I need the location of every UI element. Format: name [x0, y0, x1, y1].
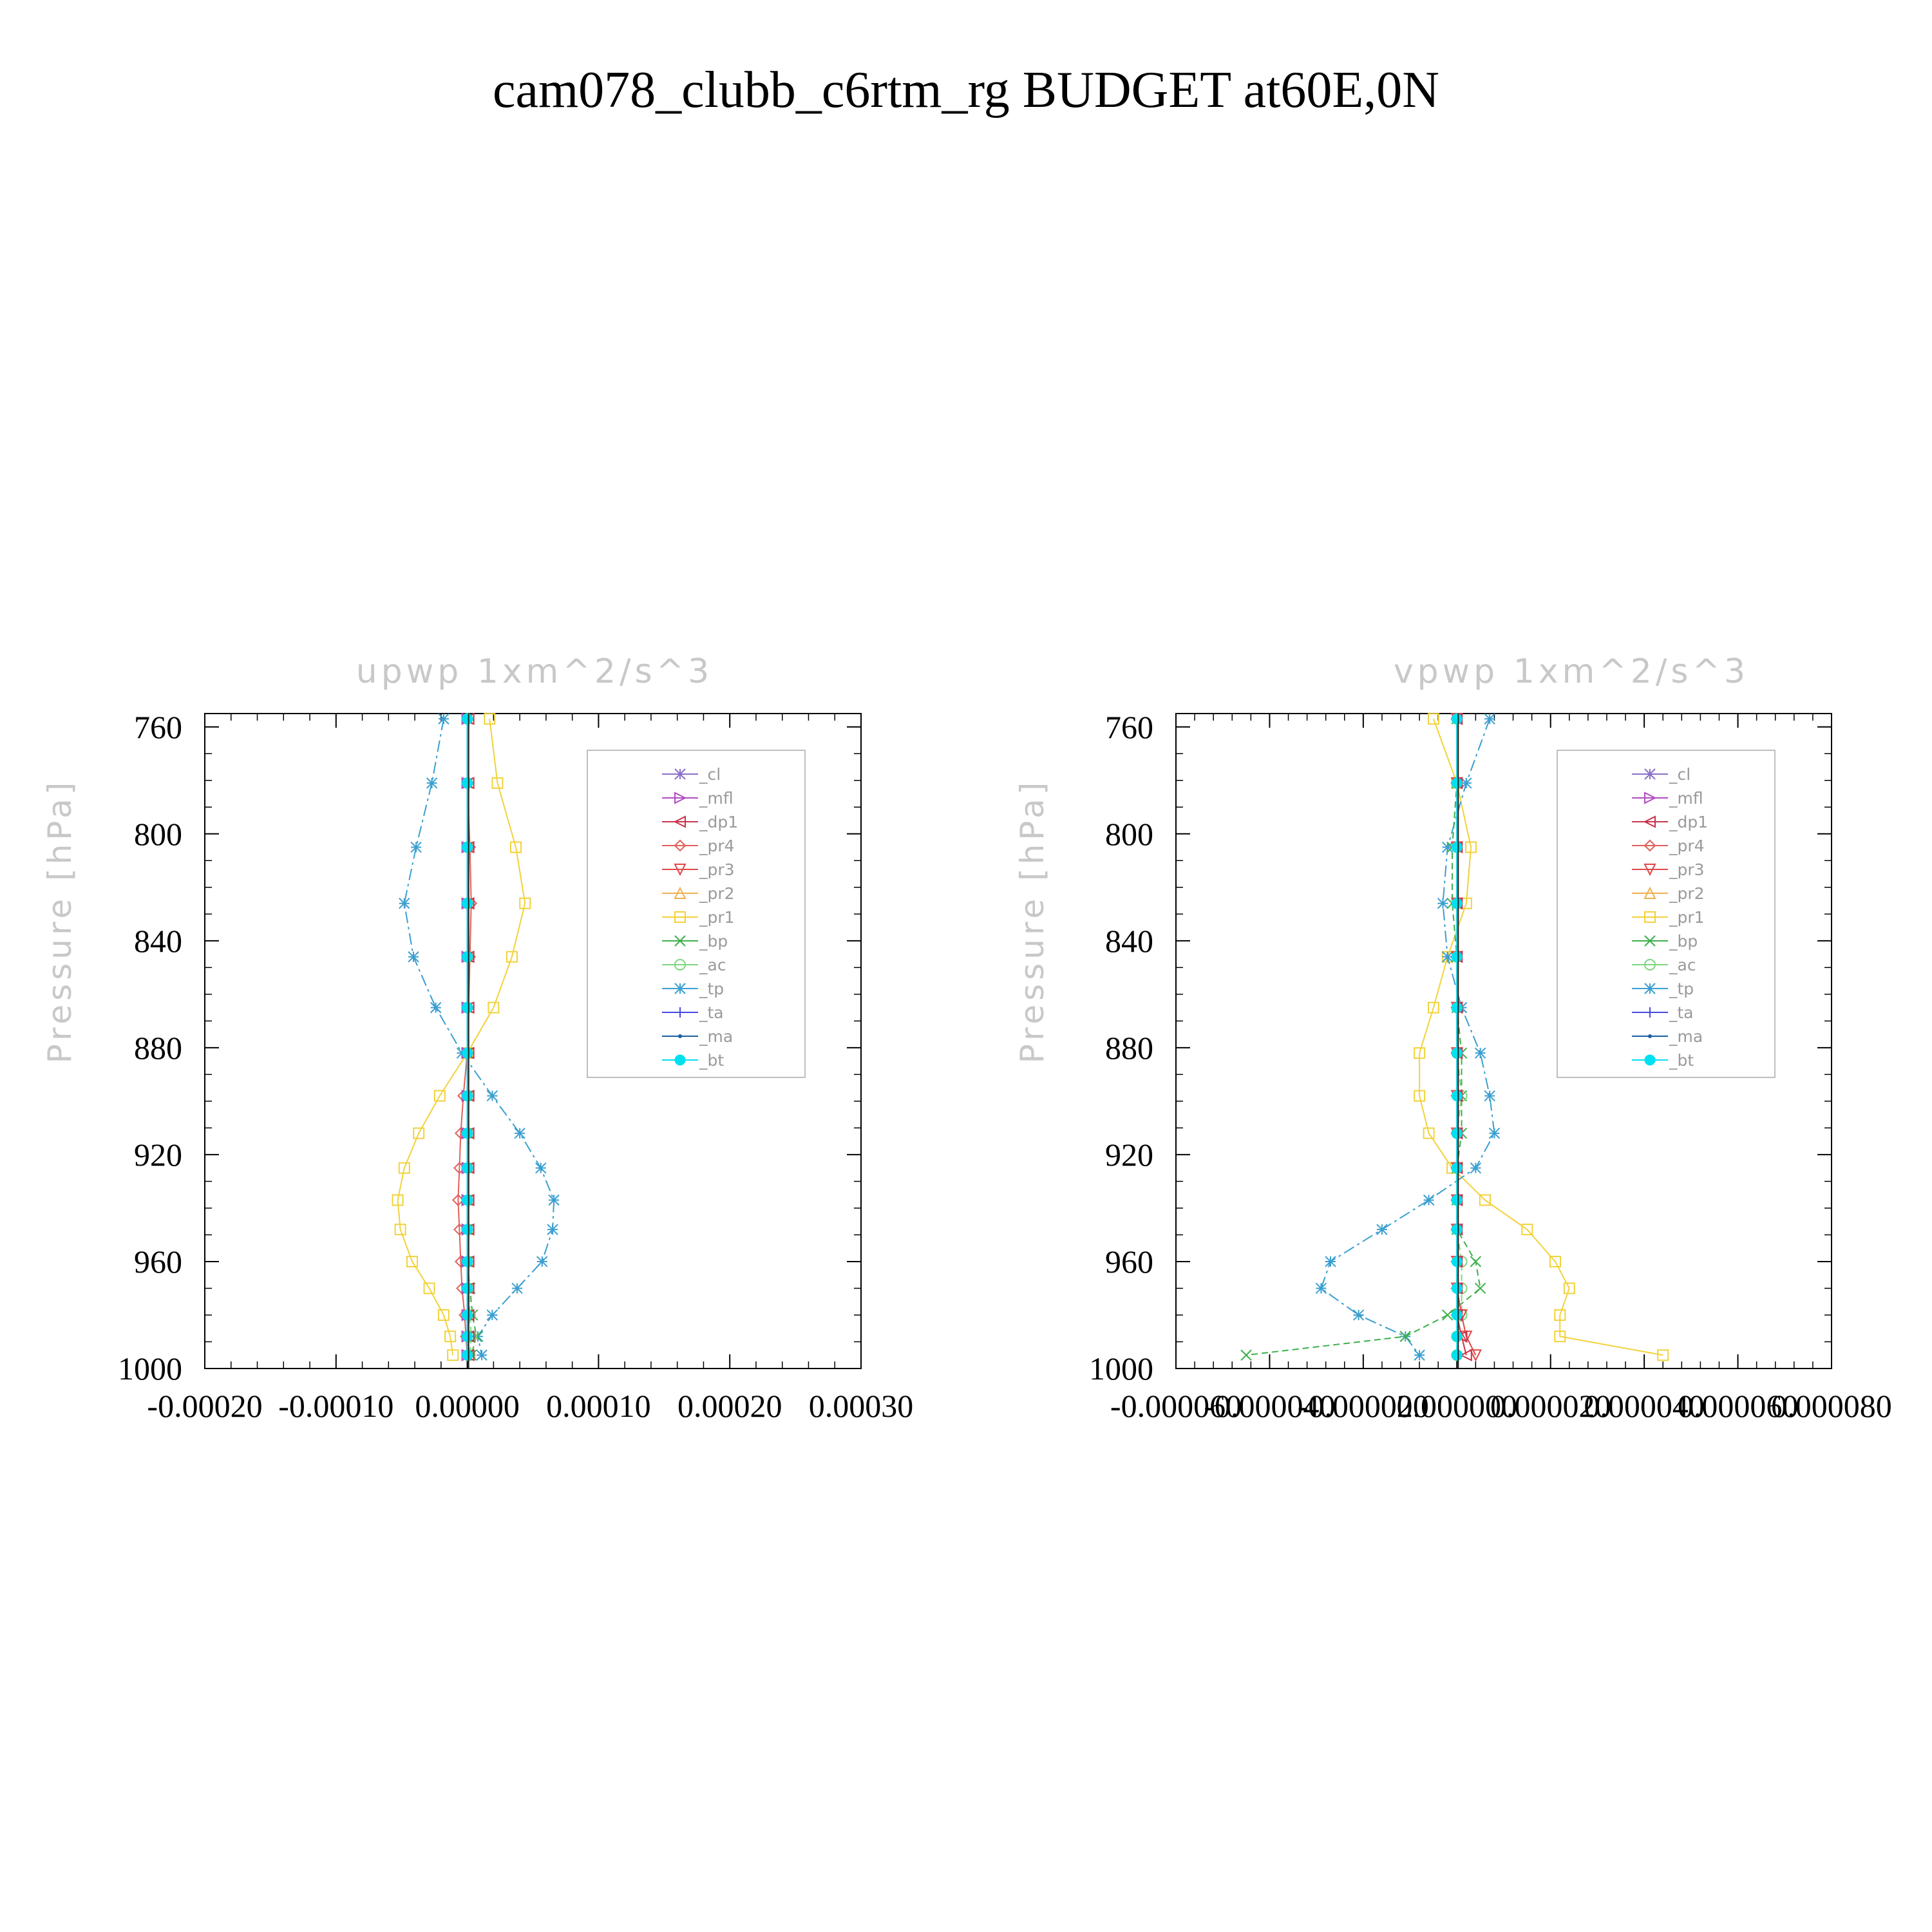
left-y-tick-label: 960 [134, 1243, 182, 1280]
left-series-point_bt-shape [462, 952, 473, 962]
left-series-point_bt [462, 842, 473, 853]
right-legend-label: _pr1 [1669, 908, 1705, 927]
left-series-point_bt-shape [462, 1256, 473, 1267]
right-series-point_tp [1475, 1048, 1486, 1058]
right-x-tick-label: 0.000000 [1396, 1388, 1518, 1424]
left-series-point_tp [512, 1283, 522, 1293]
left-series-point_bt [462, 1128, 473, 1139]
right-series-point_tp [1437, 898, 1448, 909]
left-series-point_bt-shape [462, 1283, 473, 1293]
right-legend-swatch-marker-shape [1645, 1055, 1655, 1065]
right-legend-label: _ac [1669, 956, 1696, 974]
left-series-point_bt [462, 1310, 473, 1320]
right-y-tick-label: 840 [1105, 922, 1153, 959]
left-y-tick-label: 840 [134, 922, 182, 959]
left-series-point_bt [462, 714, 473, 724]
right-series-point_tp [1484, 1091, 1495, 1101]
left-legend-swatch-marker [678, 1034, 682, 1038]
right-legend-swatch-marker [1645, 983, 1655, 994]
right-series-line_tp [1321, 719, 1494, 1355]
left-series-point_bt [462, 778, 473, 788]
left-series-point_bt [462, 1091, 473, 1101]
right-x-tick-label: -0.000040 [1204, 1388, 1336, 1424]
right-y-tick-label: 920 [1105, 1136, 1153, 1173]
right-series-point_tp [1470, 1163, 1481, 1173]
right-series-line_bp [1246, 719, 1481, 1355]
left-series-point_bt-shape [462, 1350, 473, 1360]
left-legend-label: _dp1 [699, 813, 739, 831]
left-series-point_bt [462, 1163, 473, 1173]
left-series-point_tp [549, 1195, 559, 1205]
right-series-point_bt-shape [1452, 842, 1462, 853]
left-x-tick-label: 0.00010 [546, 1388, 651, 1424]
right-series-point_tp [1377, 1224, 1387, 1235]
left-series-point_bt-shape [462, 1195, 473, 1205]
left-legend [587, 750, 805, 1077]
right-series-point_bt-shape [1452, 1048, 1462, 1058]
right-y-tick-label: 1000 [1089, 1350, 1153, 1387]
left-series-point_tp [537, 1256, 547, 1267]
left-series-point_tp [487, 1310, 497, 1320]
right-legend-swatch-marker [1648, 1034, 1652, 1038]
left-legend-label: _pr2 [699, 884, 735, 903]
right-legend-label: _cl [1669, 765, 1691, 784]
left-y-tick-label: 1000 [118, 1350, 182, 1387]
right-series-point_bt [1452, 1224, 1462, 1235]
left-legend-swatch-marker-shape [678, 1034, 682, 1038]
right-series-point_bt-shape [1452, 1195, 1462, 1205]
left-legend-label: _pr1 [699, 908, 735, 927]
right-series-point_bt-shape [1452, 952, 1462, 962]
right-series-point_bt-shape [1452, 1283, 1462, 1293]
right-series-point_bt-shape [1452, 1224, 1462, 1235]
left-series-point_bt-shape [462, 1310, 473, 1320]
figure-title: cam078_clubb_c6rtm_rg BUDGET at60E,0N [492, 62, 1440, 118]
right-legend-swatch-marker [1645, 769, 1655, 779]
right-series-point_bt [1452, 1331, 1462, 1341]
right-x-tick-label: -0.000060 [1110, 1388, 1242, 1424]
right-panel [1014, 652, 1892, 1424]
right-x-tick-label: 0.000040 [1584, 1388, 1705, 1424]
left-series-point_bt-shape [462, 714, 473, 724]
right-series-point_bt-shape [1452, 778, 1462, 788]
left-series-point_bt-shape [462, 1091, 473, 1101]
right-series-point_tp [1414, 1350, 1425, 1360]
left-legend-swatch-marker-shape [675, 1055, 685, 1065]
left-series-point_bt [462, 1048, 473, 1058]
right-x-tick-label: -0.000020 [1297, 1388, 1429, 1424]
left-series-point_bt [462, 1256, 473, 1267]
left-x-tick-label: 0.00030 [808, 1388, 914, 1424]
left-legend-swatch-marker [675, 769, 685, 779]
left-series-point_bt [462, 898, 473, 909]
right-series-point_bt [1452, 1256, 1462, 1267]
right-series-point_bt [1452, 1091, 1462, 1101]
left-series-point_bt [462, 1331, 473, 1341]
right-legend-label: _ta [1669, 1003, 1694, 1022]
right-series-point_tp [1316, 1283, 1326, 1293]
right-legend-label: _tp [1669, 980, 1694, 998]
left-series-point_bt-shape [462, 898, 473, 909]
right-legend-label: _ma [1669, 1027, 1703, 1046]
right-series-point_bt [1452, 842, 1462, 853]
left-series-point_tp [487, 1091, 497, 1101]
left-series-point_tp [547, 1224, 558, 1235]
right-series-point_bt [1452, 1310, 1462, 1320]
left-series-point_tp [515, 1128, 525, 1139]
left-panel [41, 652, 913, 1424]
right-y-tick-label: 960 [1105, 1243, 1153, 1280]
right-series-point_bt [1452, 778, 1462, 788]
left-x-tick-label: -0.00010 [278, 1388, 394, 1424]
right-y-tick-label: 760 [1105, 708, 1153, 745]
right-x-tick-label: 0.000020 [1490, 1388, 1611, 1424]
right-series-point_bt-shape [1452, 1256, 1462, 1267]
right-series-point_tp [1484, 714, 1495, 724]
right-series-point_bt-shape [1452, 1091, 1462, 1101]
left-series-point_bt [462, 1224, 473, 1235]
right-legend [1557, 750, 1775, 1077]
right-legend-label: _pr2 [1669, 884, 1705, 903]
right-legend-label: _bt [1669, 1051, 1694, 1070]
right-series-point_bt-shape [1452, 1003, 1462, 1013]
right-y-tick-label: 800 [1105, 815, 1153, 852]
left-legend-label: _bp [699, 932, 728, 951]
right-series-point_bt-shape [1452, 1128, 1462, 1139]
left-series-point_bt-shape [462, 1331, 473, 1341]
left-legend-label: _tp [699, 980, 724, 998]
right-series-point_bt [1452, 1003, 1462, 1013]
left-x-tick-label: 0.00000 [415, 1388, 520, 1424]
left-x-tick-label: 0.00020 [677, 1388, 782, 1424]
left-series-point_bt-shape [462, 1163, 473, 1173]
right-series-point_bt [1452, 1163, 1462, 1173]
right-series-point_bt [1452, 714, 1462, 724]
left-series-line_tp [404, 719, 554, 1355]
left-series-point_tp [408, 952, 419, 962]
right-series-point_bt [1452, 1128, 1462, 1139]
right-legend-label: _pr3 [1669, 860, 1705, 879]
right-series-point_bt [1452, 898, 1462, 909]
left-series-group [393, 714, 560, 1360]
right-legend-swatch-marker-shape [1648, 1034, 1652, 1038]
left-series-point_bt [462, 1195, 473, 1205]
right-legend-label: _pr4 [1669, 837, 1705, 855]
left-x-tick-label: -0.00020 [147, 1388, 263, 1424]
right-series-point_bt [1452, 1195, 1462, 1205]
left-panel-title: upwp 1xm^2/s^3 [355, 652, 714, 691]
left-legend-label: _cl [699, 765, 721, 784]
left-series-point_bt-shape [462, 1048, 473, 1058]
left-y-tick-label: 760 [134, 708, 182, 745]
left-legend-box [587, 750, 805, 1077]
right-series-point_bt-shape [1452, 898, 1462, 909]
left-series-point_tp [477, 1350, 487, 1360]
left-series-point_bt-shape [462, 778, 473, 788]
right-series-point_tp [1325, 1256, 1336, 1267]
left-y-tick-label: 800 [134, 815, 182, 852]
left-y-tick-label: 920 [134, 1136, 182, 1173]
left-series-point_tp [439, 714, 449, 724]
left-legend-label: _mfl [699, 789, 734, 808]
left-y-tick-label: 880 [134, 1029, 182, 1066]
left-series-point_tp [399, 898, 410, 909]
left-legend-swatch-marker [675, 1055, 685, 1065]
left-series-point_bt [462, 1283, 473, 1293]
right-legend-label: _bp [1669, 932, 1698, 951]
right-y-tick-label: 880 [1105, 1029, 1153, 1066]
left-series-point_bt [462, 952, 473, 962]
left-y-axis-title: Pressure [hPa] [41, 778, 79, 1064]
left-series-point_bt [462, 1003, 473, 1013]
left-series-point_bt-shape [462, 1224, 473, 1235]
right-series-point_bt [1452, 952, 1462, 962]
right-series-point_tp [1354, 1310, 1364, 1320]
right-series-point_bt-shape [1452, 1163, 1462, 1173]
left-series-point_bt-shape [462, 1003, 473, 1013]
left-legend-label: _pr4 [699, 837, 735, 855]
right-series-point_bt [1452, 1350, 1462, 1360]
left-series-point_tp [427, 778, 437, 788]
right-series-point_bt-shape [1452, 1331, 1462, 1341]
right-y-axis-title: Pressure [hPa] [1014, 778, 1051, 1064]
right-series-point_bt-shape [1452, 1350, 1462, 1360]
right-series-point_tp [1424, 1195, 1434, 1205]
right-series-point_bt-shape [1452, 1310, 1462, 1320]
right-x-tick-label: 0.000080 [1771, 1388, 1892, 1424]
right-legend-swatch-marker [1645, 1055, 1655, 1065]
right-series-point_tp [1489, 1128, 1499, 1139]
right-series-point_bt [1452, 1283, 1462, 1293]
right-legend-label: _dp1 [1669, 813, 1709, 831]
right-panel-title: vpwp 1xm^2/s^3 [1393, 652, 1750, 691]
right-legend-label: _mfl [1669, 789, 1703, 808]
left-legend-swatch-marker [675, 983, 685, 994]
left-series-point_tp [431, 1003, 441, 1013]
right-series-point_bt-shape [1452, 714, 1462, 724]
right-series-point_bp [1241, 1350, 1251, 1360]
left-legend-label: _ac [699, 956, 726, 974]
left-series-point_tp [411, 842, 421, 853]
left-legend-label: _ta [699, 1003, 724, 1022]
right-x-tick-label: 0.000060 [1677, 1388, 1799, 1424]
left-series-point_bt-shape [462, 842, 473, 853]
left-legend-label: _ma [699, 1027, 734, 1046]
left-legend-label: _bt [699, 1051, 724, 1070]
left-legend-label: _pr3 [699, 860, 735, 879]
left-series-point_bt [462, 1350, 473, 1360]
right-series-point_bt [1452, 1048, 1462, 1058]
right-legend-box [1557, 750, 1775, 1077]
left-series-point_tp [536, 1163, 546, 1173]
left-series-point_bt-shape [462, 1128, 473, 1139]
